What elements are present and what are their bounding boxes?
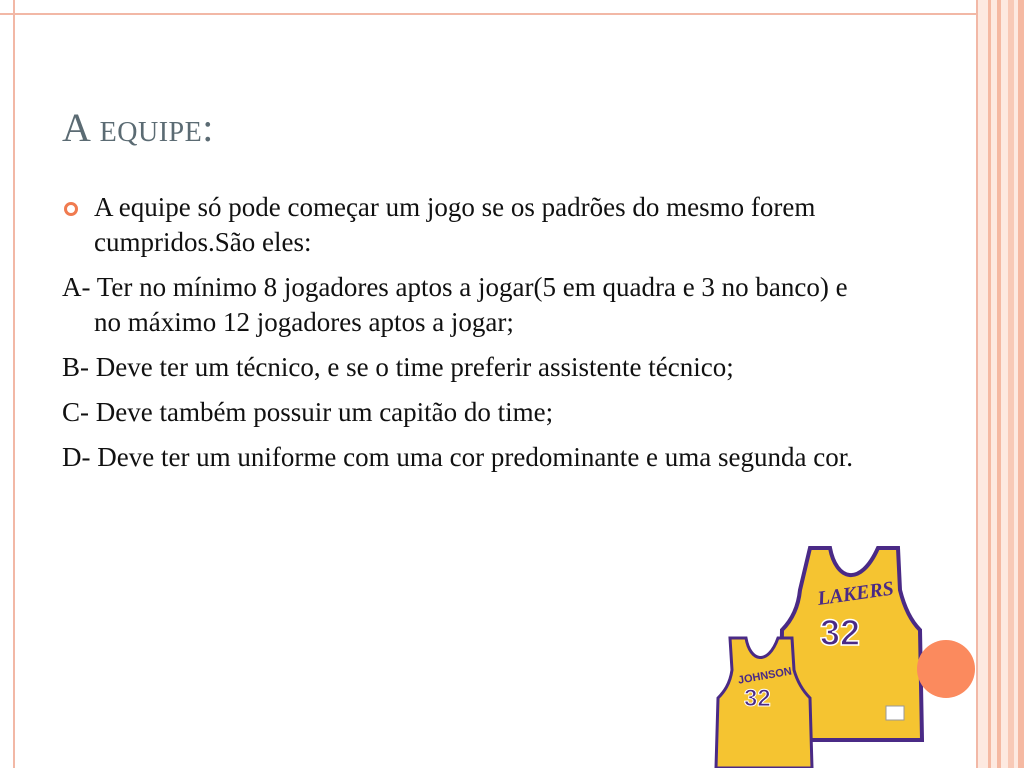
requirement-b: B- Deve ter um técnico, e se o time preferir assistente técnico; (62, 352, 734, 382)
jersey-back-number: 32 (820, 612, 861, 653)
ring-bullet-icon (64, 202, 78, 216)
decorative-stripe (1008, 0, 1014, 768)
bullet-text: A equipe só pode começar um jogo se os padrões do mesmo forem cumpridos.São eles: (94, 192, 816, 257)
bullet-item (62, 190, 862, 260)
requirement-c: C- Deve também possuir um capitão do time; (62, 397, 554, 427)
requirement-a: A- Ter no mínimo 8 jogadores aptos a jogar(5 em quadra e 3 no banco) e no máximo 12 jogadores aptos a jogar; (62, 272, 848, 337)
slide-frame-top (0, 13, 977, 15)
jersey-front-number: 32 (744, 685, 771, 712)
decorative-stripe (997, 0, 1001, 768)
decorative-circle (917, 640, 975, 698)
slide-frame-left (13, 0, 15, 768)
requirement-d: D- Deve ter um uniforme com uma cor predominante e uma segunda cor. (62, 442, 853, 472)
jersey-back-brand: LAKERS (816, 577, 896, 610)
slide-body (62, 190, 862, 485)
decorative-stripe (988, 0, 991, 768)
jerseys-image (700, 540, 930, 768)
slide-title: A equipe: (62, 105, 214, 150)
jersey-front-name: JOHNSON (737, 665, 793, 687)
decorative-stripe (1018, 0, 1024, 768)
